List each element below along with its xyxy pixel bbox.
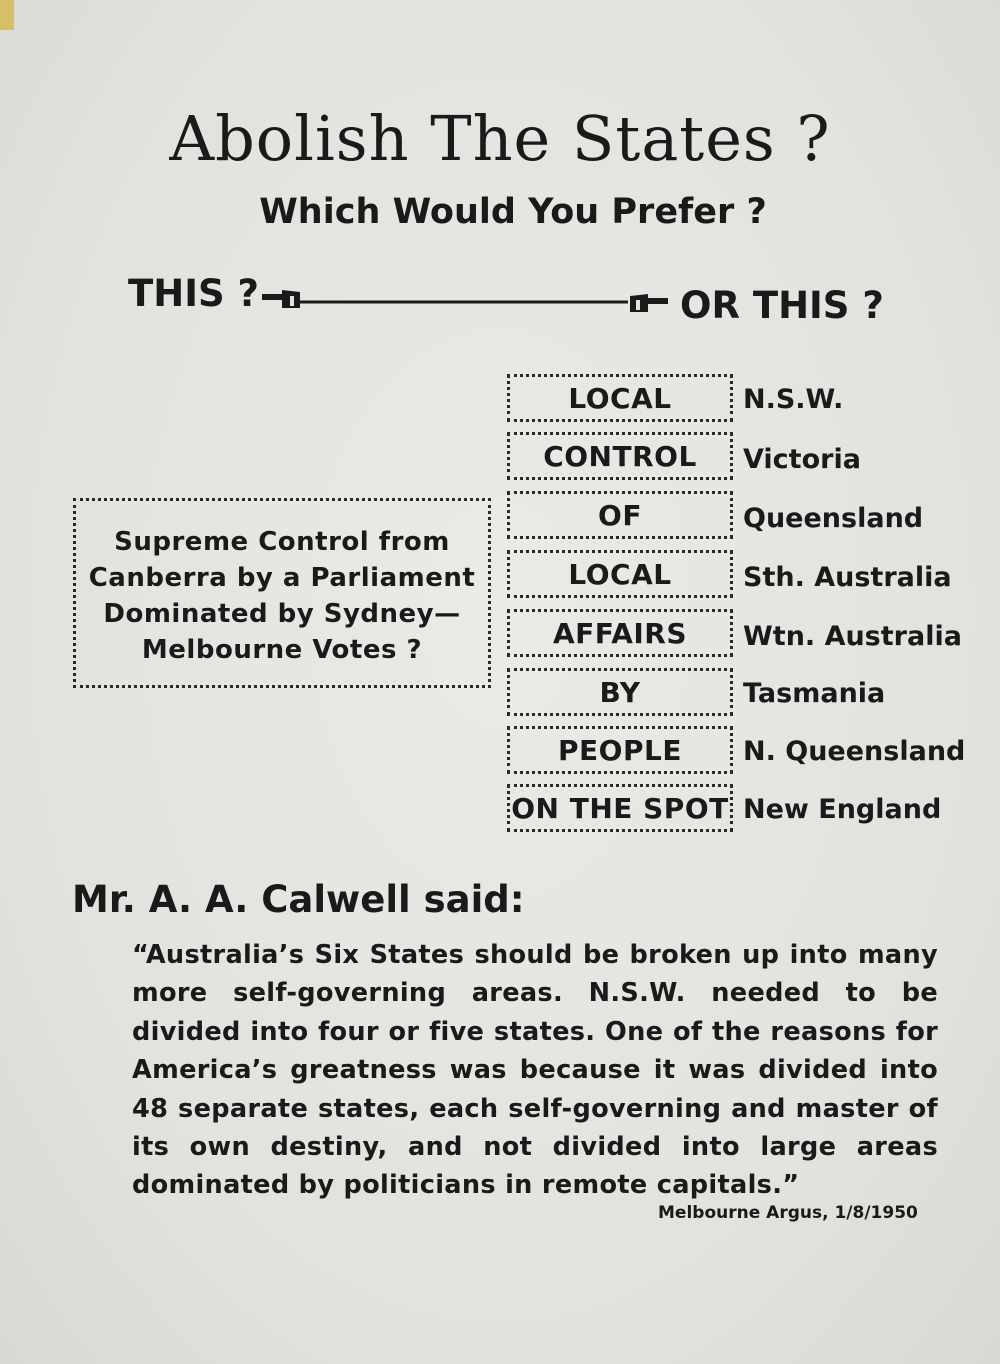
state-name: Sth. Australia xyxy=(743,562,952,593)
double-pointing-hand-arrow-icon xyxy=(260,284,670,320)
canberra-control-box xyxy=(73,498,491,688)
poster-subtitle: Which Would You Prefer ? xyxy=(259,192,767,232)
quote-speaker: Mr. A. A. Calwell said: xyxy=(72,878,525,921)
stack-word: PEOPLE xyxy=(507,726,733,774)
stack-word: BY xyxy=(507,668,733,716)
stack-word: AFFAIRS xyxy=(507,609,733,657)
stack-row xyxy=(507,432,861,480)
stack-word: ON THE SPOT xyxy=(507,784,733,832)
stack-row xyxy=(507,784,942,832)
state-name: Wtn. Australia xyxy=(743,621,962,652)
canberra-control-text: Supreme Control from Canberra by a Parliament Dominated by Sydney— Melbourne Votes ? xyxy=(88,527,476,665)
quote-source: Melbourne Argus, 1/8/1950 xyxy=(658,1203,918,1223)
stack-row xyxy=(507,668,886,716)
state-name: New England xyxy=(743,794,942,825)
stack-word: LOCAL xyxy=(507,374,733,422)
stack-word: OF xyxy=(507,491,733,539)
state-name: N. Queensland xyxy=(743,736,966,767)
state-name: Queensland xyxy=(743,503,924,534)
stack-row xyxy=(507,726,966,774)
paper-stain xyxy=(0,0,14,30)
stack-word: LOCAL xyxy=(507,550,733,598)
stack-row xyxy=(507,609,962,657)
this-left-label: THIS ? xyxy=(128,272,259,315)
poster-title: Abolish The States ? xyxy=(169,102,831,175)
stack-word: CONTROL xyxy=(507,432,733,480)
stack-row xyxy=(507,550,952,598)
state-name: Victoria xyxy=(743,444,861,475)
this-right-label: OR THIS ? xyxy=(680,284,884,327)
stack-row xyxy=(507,491,924,539)
state-name: N.S.W. xyxy=(743,384,844,415)
stack-row xyxy=(507,374,844,422)
state-name: Tasmania xyxy=(743,678,886,709)
quote-text: “Australia’s Six States should be broken up into many more self-governing areas. N.S.W. needed to be divided into four or five states. One of the reasons for America’s greatness was because it was divided into 48 separate states, each self-governing and master of its own destiny, and not divided into large areas dominated by politicians in remote capitals.” xyxy=(132,940,938,1201)
